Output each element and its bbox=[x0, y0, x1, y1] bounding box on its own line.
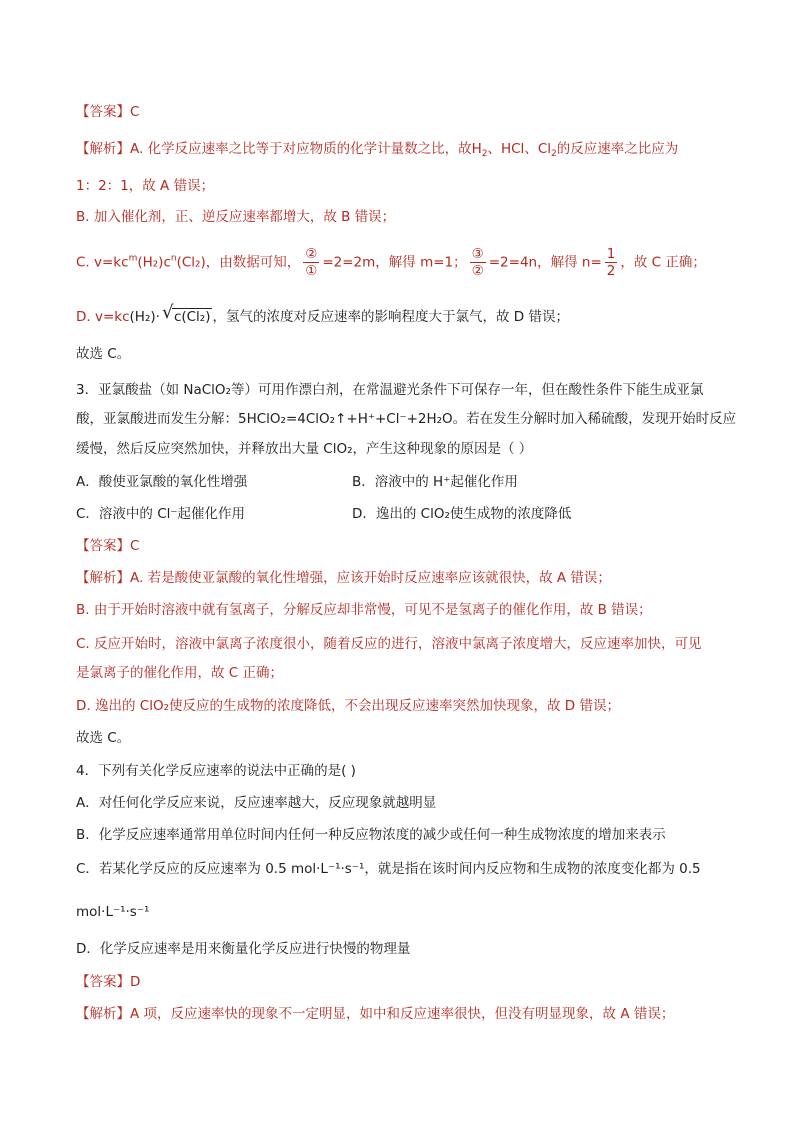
q3-option-c: C．溶液中的 Cl⁻起催化作用 bbox=[76, 506, 246, 522]
q4-answer-line bbox=[76, 973, 140, 991]
answer-value: C bbox=[130, 538, 140, 554]
q3-option-b: B．溶液中的 H⁺起催化作用 bbox=[352, 474, 518, 490]
q3-stem-line-1: 3．亚氯酸盐（如 NaClO₂等）可用作漂白剂，在常温避光条件下可保存一年，但在酸性条件下能生成亚氯 bbox=[76, 382, 704, 398]
fraction: $\frac{1}{2}$ bbox=[606, 246, 616, 279]
q2-analysis-a: 【解析】A. 化学反应速率之比等于对应物质的化学计量数之比，故$H_2$、HCl、$Cl_2$的反应速率之比应为 bbox=[76, 141, 679, 159]
q3-analysis-d: D. 逸出的 ClO₂使反应的生成物的浓度降低，不会出现反应速率突然加快现象，故 D 错误； bbox=[76, 698, 620, 714]
q3-analysis-c-1: C. 反应开始时，溶液中氯离子浓度很小，随着反应的进行，溶液中氯离子浓度增大，反应速率加快，可见 bbox=[76, 636, 702, 652]
q2-analysis-c: C. $v=kc^m(H_2)c^n(Cl_2)$，由数据可知， $\frac{\text{②}}{\text{①}}$ =2=2m，解得 m=1； $\frac{\text{③}}{\text{②}}$ =2=4n，解得 n= $\frac{1}{2}$ ，故 C 正确； bbox=[76, 246, 706, 279]
analysis-tag: 【解析】 bbox=[76, 570, 130, 586]
q2-analysis-b: B. 加入催化剂，正、逆反应速率都增大，故 B 错误； bbox=[76, 209, 396, 225]
q3-conclusion: 故选 C。 bbox=[76, 730, 131, 746]
answer-value: C bbox=[130, 104, 140, 120]
q4-option-c-1: C．若某化学反应的反应速率为 0.5 mol·L⁻¹·s⁻¹，就是指在该时间内反应物和生成物的浓度变化都为 0.5 bbox=[76, 861, 701, 877]
square-root: √ c(Cl₂) bbox=[161, 302, 211, 325]
q3-stem-line-2: 酸，亚氯酸进而发生分解：5HClO₂=4ClO₂↑+H⁺+Cl⁻+2H₂O。若在发生分解时加入稀硫酸，发现开始时反应 bbox=[76, 411, 737, 427]
q3-analysis-c-2: 是氯离子的催化作用，故 C 正确； bbox=[76, 665, 284, 681]
answer-tag: 【答案】 bbox=[76, 974, 130, 990]
q2-answer-line bbox=[76, 103, 139, 121]
q4-stem: 4．下列有关化学反应速率的说法中正确的是( ) bbox=[76, 763, 356, 779]
answer-value: D bbox=[130, 974, 141, 990]
q3-analysis-a: 【解析】A. 若是酸使亚氯酸的氧化性增强，应该开始时反应速率应该就很快，故 A 错误； bbox=[76, 570, 611, 586]
answer-tag: 【答案】 bbox=[76, 104, 130, 120]
fraction: $\frac{\text{③}}{\text{②}}$ bbox=[471, 246, 484, 279]
q3-stem-line-3: 缓慢，然后反应突然加快，并释放出大量 ClO₂，产生这种现象的原因是（ ） bbox=[76, 441, 533, 457]
analysis-tag: 【解析】 bbox=[76, 1006, 130, 1022]
q4-option-d: D．化学反应速率是用来衡量化学反应进行快慢的物理量 bbox=[76, 941, 411, 957]
fraction: $\frac{\text{②}}{\text{①}}$ bbox=[305, 246, 318, 279]
q3-option-d: D．逸出的 ClO₂使生成物的浓度降低 bbox=[352, 506, 572, 522]
answer-tag: 【答案】 bbox=[76, 538, 130, 554]
q4-option-c-2: mol·L⁻¹·s⁻¹ bbox=[76, 904, 150, 920]
q3-option-a: A．酸使亚氯酸的氧化性增强 bbox=[76, 474, 248, 490]
q2-analysis-a-cont: 1：2：1，故 A 错误； bbox=[76, 178, 215, 194]
q3-analysis-b: B. 由于开始时溶液中就有氢离子，分解反应却非常慢，可见不是氢离子的催化作用，故 B 错误； bbox=[76, 602, 652, 618]
q2-conclusion: 故选 C。 bbox=[76, 346, 131, 362]
q3-answer-line bbox=[76, 537, 139, 555]
q4-analysis-a: 【解析】A 项，反应速率快的现象不一定明显，如中和反应速率很快，但没有明显现象，故 A 错误； bbox=[76, 1006, 675, 1022]
q4-option-a: A．对任何化学反应来说，反应速率越大，反应现象就越明显 bbox=[76, 795, 437, 811]
analysis-tag: 【解析】 bbox=[76, 141, 130, 157]
q4-option-b: B．化学反应速率通常用单位时间内任何一种反应物浓度的减少或任何一种生成物浓度的增加来表示 bbox=[76, 827, 666, 843]
q2-analysis-d: D. v=kc(H₂)· √ c(Cl₂) ，氢气的浓度对反应速率的影响程度大于氯气，故 D 错误； bbox=[76, 302, 569, 325]
